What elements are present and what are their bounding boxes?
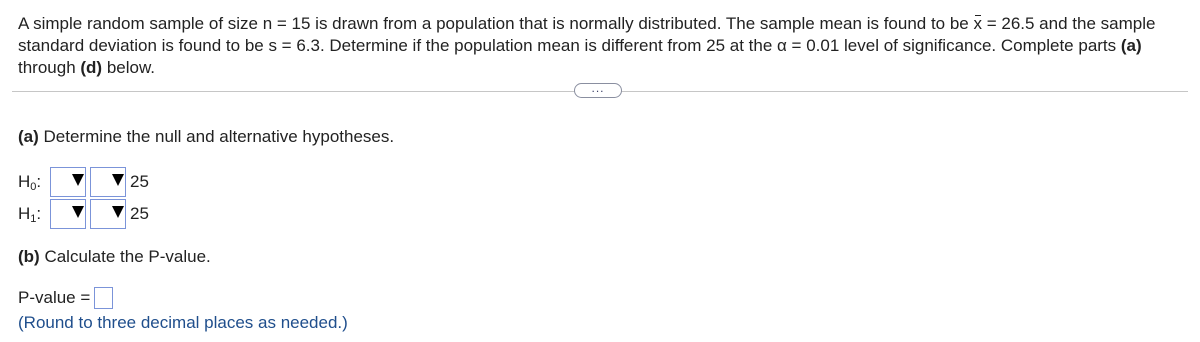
expand-more-button[interactable]	[574, 83, 622, 98]
dropdown-arrow-icon	[112, 206, 124, 218]
problem-statement	[18, 13, 1188, 79]
p-value-label: P-value =	[18, 288, 91, 307]
problem-through: through	[18, 58, 81, 77]
sample-mean-symbol: x	[973, 14, 982, 33]
problem-ending: below.	[102, 58, 156, 77]
problem-part-d-ref: (d)	[80, 58, 103, 77]
part-b-text: Calculate the P-value.	[39, 247, 211, 266]
dropdown-arrow-icon	[72, 174, 84, 186]
problem-part-a-ref: (a)	[1120, 36, 1142, 55]
rounding-hint: (Round to three decimal places as needed.)	[18, 313, 348, 332]
part-a-heading	[18, 127, 394, 147]
null-operator-dropdown[interactable]	[90, 167, 126, 197]
ellipsis-icon: ...	[591, 81, 605, 95]
alt-hypothesis-label: $H_1$:	[18, 203, 42, 225]
alt-parameter-dropdown[interactable]	[50, 199, 86, 229]
p-value-row	[18, 287, 113, 309]
alt-hypothesis-row	[18, 199, 149, 229]
null-hypothesis-label: $H_0$:	[18, 171, 42, 193]
alt-operator-dropdown[interactable]	[90, 199, 126, 229]
dropdown-arrow-icon	[72, 206, 84, 218]
null-hypothesis-row	[18, 167, 149, 197]
p-value-input[interactable]	[94, 287, 113, 309]
null-parameter-dropdown[interactable]	[50, 167, 86, 197]
part-b-label: (b)	[18, 247, 40, 266]
dropdown-arrow-icon	[112, 174, 124, 186]
part-a-label: (a)	[18, 127, 39, 146]
problem-text-2: = 26.5 and the sample standard deviation is found to be s = 6.3. Determine if the population mean is different from 25 at the α = 0.01 level of significance. Complete parts	[18, 14, 1156, 55]
part-a-text: Determine the null and alternative hypotheses.	[38, 127, 395, 146]
part-b-heading	[18, 247, 211, 267]
alt-hypothesis-value: 25	[130, 204, 149, 223]
problem-text-1: A simple random sample of size n = 15 is drawn from a population that is normally distributed. The sample mean is found to be	[18, 14, 974, 33]
null-hypothesis-value: 25	[130, 172, 149, 191]
